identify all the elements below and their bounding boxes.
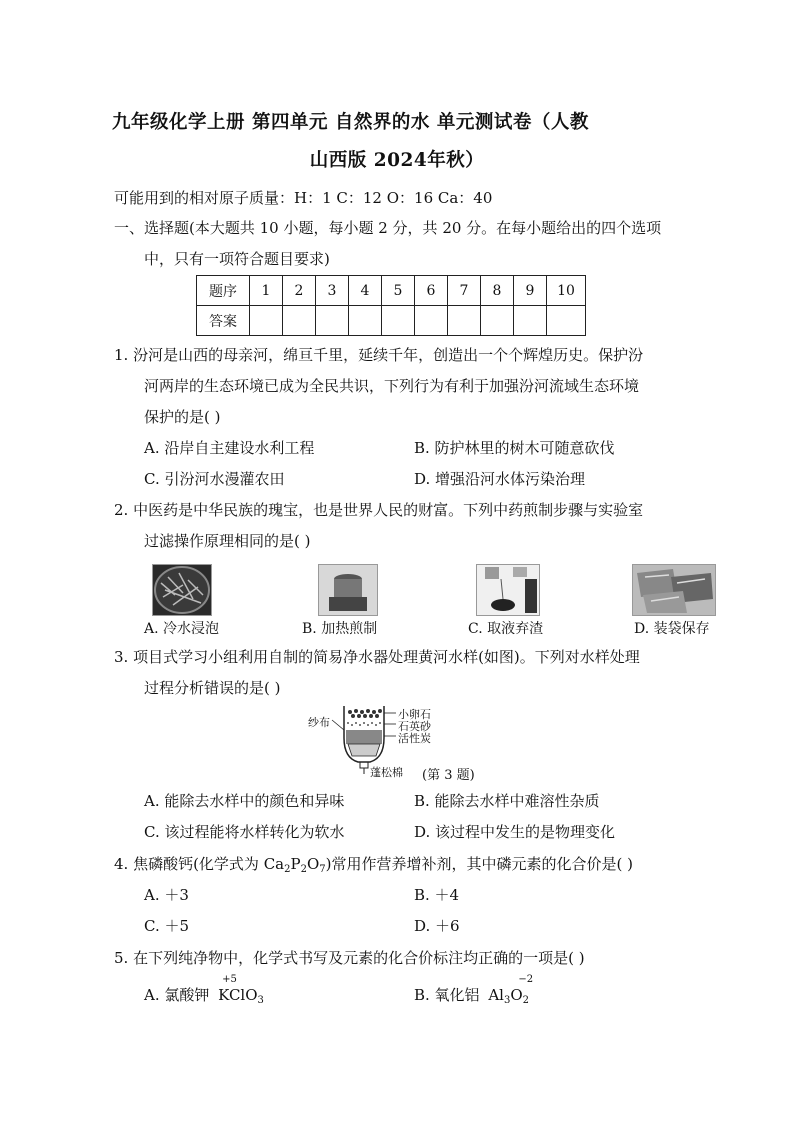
- table-cell: 3: [316, 276, 349, 306]
- table-cell: 8: [481, 276, 514, 306]
- label-carbon: 活性炭: [398, 732, 431, 745]
- q3-option-d[interactable]: D. 该过程中发生的是物理变化: [414, 823, 616, 841]
- table-cell: 答案: [197, 306, 250, 336]
- answer-cell[interactable]: [448, 306, 481, 336]
- q1-text-line3: 保护的是( ): [144, 408, 221, 426]
- q1-option-d[interactable]: D. 增强沿河水体污染治理: [414, 470, 586, 488]
- q1-option-c[interactable]: C. 引汾河水漫灌农田: [144, 470, 285, 488]
- answer-cell[interactable]: [349, 306, 382, 336]
- answer-cell[interactable]: [415, 306, 448, 336]
- atomic-mass-note: 可能用到的相对原子质量：H：1 C：12 O：16 Ca：40: [114, 189, 493, 207]
- q4-option-d[interactable]: D. ＋6: [414, 917, 460, 935]
- answer-cell[interactable]: [382, 306, 415, 336]
- formula-kclo3: +5 KClO$_3$: [218, 974, 264, 1006]
- page-title-line2: 山西版 2024年秋）: [309, 150, 485, 171]
- q3-text-line2: 过程分析错误的是( ): [144, 679, 281, 697]
- q5-option-b-label: B. 氧化铝: [414, 986, 480, 1004]
- q4-option-c[interactable]: C. ＋5: [144, 917, 190, 935]
- table-cell: 9: [514, 276, 547, 306]
- q3-option-c[interactable]: C. 该过程能将水样转化为软水: [144, 823, 345, 841]
- label-cotton: 蓬松棉: [370, 766, 403, 779]
- q2-option-d[interactable]: D. 装袋保存: [634, 621, 710, 637]
- q3-text-line1: 3. 项目式学习小组利用自制的简易净水器处理黄河水样(如图)。下列对水样处理: [114, 648, 640, 666]
- page-title-line1: 九年级化学上册 第四单元 自然界的水 单元测试卷（人教: [112, 112, 589, 133]
- q1-option-a[interactable]: A. 沿岸自主建设水利工程: [144, 439, 315, 457]
- q3-option-b[interactable]: B. 能除去水样中难溶性杂质: [414, 792, 600, 810]
- soaking-herbs-image: [152, 564, 212, 616]
- valence-mark: −2: [518, 974, 534, 985]
- answer-table: [196, 275, 586, 336]
- answer-cell[interactable]: [283, 306, 316, 336]
- q4-option-a[interactable]: A. ＋3: [144, 886, 189, 904]
- valence-mark: +5: [222, 974, 237, 985]
- taking-liquid-image: [476, 564, 540, 616]
- table-cell: 4: [349, 276, 382, 306]
- table-cell: 题序: [197, 276, 250, 306]
- table-cell: 2: [283, 276, 316, 306]
- table-cell: 7: [448, 276, 481, 306]
- heating-decoction-image: [318, 564, 378, 616]
- answer-cell[interactable]: [547, 306, 586, 336]
- table-cell: 6: [415, 276, 448, 306]
- q4-text-pre: 4. 焦磷酸钙(化学式为 Ca: [114, 855, 285, 873]
- section-heading-line2: 中，只有一项符合题目要求): [144, 250, 330, 268]
- figure-caption: (第 3 题): [422, 768, 475, 783]
- q5-option-a-label: A. 氯酸钾: [144, 986, 210, 1004]
- answer-cell[interactable]: [250, 306, 283, 336]
- water-purifier-diagram: [300, 700, 500, 783]
- q2-text-line2: 过滤操作原理相同的是( ): [144, 532, 311, 550]
- q4-text-post: )常用作营养增补剂，其中磷元素的化合价是( ): [325, 855, 633, 873]
- table-row: [197, 306, 586, 336]
- q5-option-b[interactable]: [414, 974, 534, 1006]
- answer-cell[interactable]: [316, 306, 349, 336]
- q2-option-c[interactable]: C. 取液弃渣: [468, 621, 544, 637]
- q1-option-b[interactable]: B. 防护林里的树木可随意砍伐: [414, 439, 615, 457]
- label-gauze: 纱布: [308, 716, 330, 729]
- label-pebble: 小卵石: [398, 708, 431, 721]
- q5-text-line1: 5. 在下列纯净物中，化学式书写及元素的化合价标注均正确的一项是( ): [114, 949, 585, 967]
- q1-text-line1: 1. 汾河是山西的母亲河，绵亘千里，延续千年，创造出一个个辉煌历史。保护汾: [114, 346, 644, 364]
- answer-cell[interactable]: [481, 306, 514, 336]
- section-heading-line1: 一、选择题(本大题共 10 小题，每小题 2 分，共 20 分。在每小题给出的四个选项: [114, 219, 662, 237]
- table-cell: 5: [382, 276, 415, 306]
- q4-text-line1: 4. 焦磷酸钙(化学式为 $Ca_2P_2O_7$)常用作营养增补剂，其中磷元素的化合价是( ): [114, 855, 633, 875]
- bagging-storage-image: [632, 564, 716, 616]
- answer-cell[interactable]: [514, 306, 547, 336]
- table-row: [197, 276, 586, 306]
- q1-text-line2: 河两岸的生态环境已成为全民共识，下列行为有利于加强汾河流域生态环境: [144, 377, 640, 395]
- q2-option-b[interactable]: B. 加热煎制: [302, 621, 378, 637]
- q4-option-b[interactable]: B. ＋4: [414, 886, 460, 904]
- q3-option-a[interactable]: A. 能除去水样中的颜色和异味: [144, 792, 345, 810]
- q2-option-a[interactable]: A. 冷水浸泡: [144, 621, 220, 637]
- q5-option-a[interactable]: [144, 974, 264, 1006]
- formula-al3o2: $Al_3O_2$ −2: [488, 974, 534, 1006]
- table-cell: 1: [250, 276, 283, 306]
- q2-text-line1: 2. 中医药是中华民族的瑰宝，也是世界人民的财富。下列中药煎制步骤与实验室: [114, 501, 644, 519]
- table-cell: 10: [547, 276, 586, 306]
- label-sand: 石英砂: [398, 720, 431, 733]
